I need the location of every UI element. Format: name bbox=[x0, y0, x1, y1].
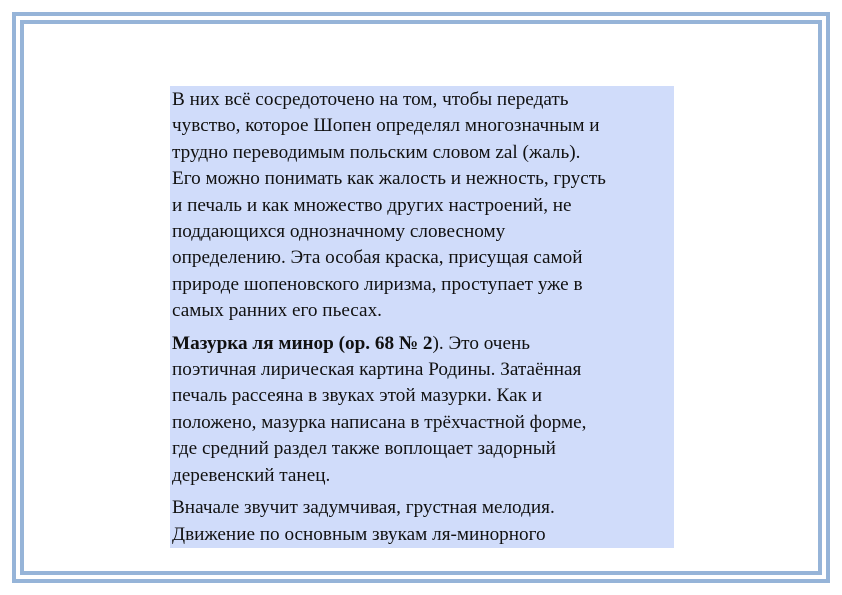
mazurka-title-line bbox=[172, 331, 674, 357]
text-line: печаль рассеяна в звуках этой мазурки. Как и bbox=[172, 385, 542, 407]
text-line: поэтичная лирическая картина Родины. Затаённая bbox=[172, 359, 582, 381]
text-line: чувство, которое Шопен определял многозначным и bbox=[172, 115, 600, 137]
text-line: природе шопеновского лиризма, проступает уже в bbox=[172, 273, 583, 295]
text-line: Движение по основным звукам ля-минорного bbox=[172, 523, 546, 545]
paragraph-intro bbox=[172, 87, 674, 325]
opus-number: ор. 68 № 2 bbox=[345, 332, 433, 354]
text-line: В них всё сосредоточено на том, чтобы передать bbox=[172, 89, 569, 110]
text-line: трудно переводимым польским словом zal (жаль). bbox=[172, 141, 581, 163]
text-line: положено, мазурка написана в трёхчастной форме, bbox=[172, 411, 587, 433]
paragraph-mazurka bbox=[172, 331, 674, 489]
text-line: и печаль и как множество других настроений, не bbox=[172, 194, 572, 216]
text-box bbox=[170, 86, 674, 548]
paragraph-melody bbox=[172, 495, 674, 548]
text-line: поддающихся однозначному словесному bbox=[172, 221, 506, 243]
mazurka-title: Мазурка ля минор bbox=[172, 332, 334, 354]
text-line: Вначале звучит задумчивая, грустная мелодия. bbox=[172, 497, 555, 519]
text-line: где средний раздел также воплощает задорный bbox=[172, 438, 556, 460]
text-line: определению. Эта особая краска, присущая самой bbox=[172, 247, 583, 269]
text-line: деревенский танец. bbox=[172, 464, 331, 486]
text-line: самых ранних его пьесах. bbox=[172, 300, 382, 322]
title-rest: ). Это очень bbox=[432, 332, 530, 354]
title-paren: ( bbox=[333, 332, 346, 354]
text-line: Его можно понимать как жалость и нежность, грусть bbox=[172, 168, 606, 190]
